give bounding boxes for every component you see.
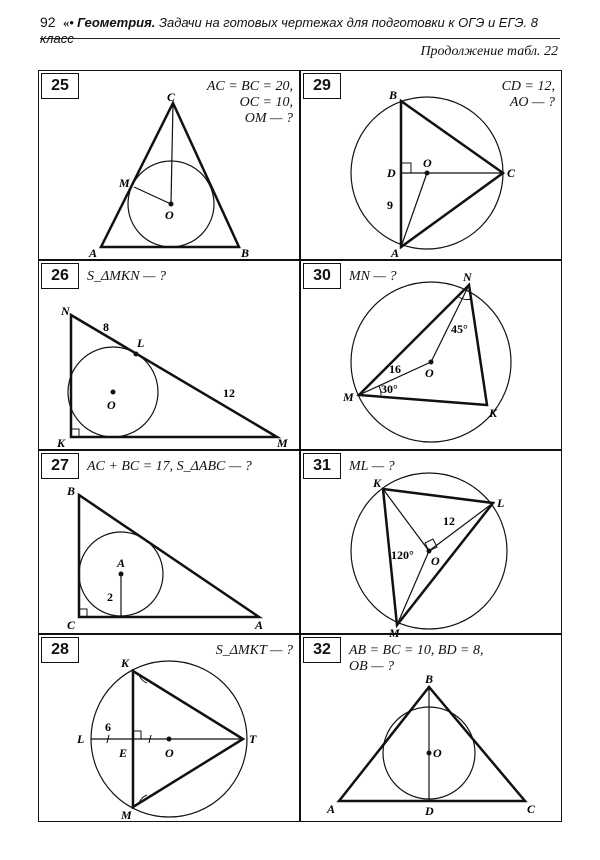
svg-text:A: A bbox=[117, 556, 126, 570]
problem-given: S_ΔMKT — ? bbox=[215, 643, 293, 658]
svg-text:M: M bbox=[119, 176, 130, 190]
svg-text:D: D bbox=[387, 166, 396, 180]
svg-text:6: 6 bbox=[105, 720, 111, 734]
svg-text:O: O bbox=[423, 156, 432, 170]
figure-27 bbox=[39, 451, 301, 635]
problem-number: 29 bbox=[303, 73, 341, 99]
svg-text:30°: 30° bbox=[381, 382, 398, 396]
figure-26 bbox=[39, 261, 301, 451]
problem-number: 28 bbox=[41, 637, 79, 663]
figure-25 bbox=[39, 71, 301, 261]
svg-text:A: A bbox=[327, 802, 336, 816]
svg-text:B: B bbox=[67, 484, 76, 498]
table-continuation: Продолжение табл. 22 bbox=[420, 44, 558, 59]
problem-given: ML — ? bbox=[349, 459, 395, 474]
problem-number: 31 bbox=[303, 453, 341, 479]
problem-given: S_ΔMKN — ? bbox=[87, 269, 167, 284]
problem-25 bbox=[38, 70, 300, 260]
problem-number: 25 bbox=[41, 73, 79, 99]
figure-28 bbox=[39, 635, 301, 823]
svg-text:A: A bbox=[89, 246, 98, 260]
svg-text:O: O bbox=[107, 398, 116, 412]
svg-text:D: D bbox=[425, 804, 434, 818]
svg-text:M: M bbox=[121, 808, 132, 822]
problem-given: AC = BC = 20, OC = 10, OM — ? bbox=[206, 79, 293, 126]
svg-text:O: O bbox=[165, 208, 174, 222]
problem-given: AC + BC = 17, S_ΔABC — ? bbox=[87, 459, 252, 474]
svg-text:O: O bbox=[433, 746, 442, 760]
svg-text:K: K bbox=[373, 476, 382, 490]
svg-text:C: C bbox=[167, 90, 176, 104]
problem-number: 27 bbox=[41, 453, 79, 479]
svg-text:B: B bbox=[241, 246, 250, 260]
svg-text:45°: 45° bbox=[451, 322, 468, 336]
page-header bbox=[40, 14, 560, 46]
problem-grid bbox=[38, 70, 562, 822]
svg-text:2: 2 bbox=[107, 590, 113, 604]
problem-number: 26 bbox=[41, 263, 79, 289]
svg-text:M: M bbox=[277, 436, 288, 450]
svg-text:K: K bbox=[489, 406, 498, 420]
problem-given: CD = 12, AO — ? bbox=[501, 79, 555, 110]
problem-given: AB = BC = 10, BD = 8, OB — ? bbox=[349, 643, 484, 674]
svg-text:L: L bbox=[77, 732, 85, 746]
problem-number: 30 bbox=[303, 263, 341, 289]
problem-31 bbox=[300, 450, 562, 640]
svg-text:O: O bbox=[431, 554, 440, 568]
svg-text:A: A bbox=[255, 618, 264, 632]
svg-text:B: B bbox=[425, 672, 434, 686]
svg-text:C: C bbox=[507, 166, 516, 180]
figure-31 bbox=[301, 451, 563, 640]
problem-28 bbox=[38, 634, 300, 822]
problem-26 bbox=[38, 260, 300, 450]
figure-30 bbox=[301, 261, 563, 451]
svg-text:M: M bbox=[389, 626, 400, 640]
problem-30 bbox=[300, 260, 562, 450]
svg-text:120°: 120° bbox=[391, 548, 414, 562]
figure-29 bbox=[301, 71, 563, 261]
svg-text:C: C bbox=[67, 618, 76, 632]
page-number: 92 bbox=[40, 14, 56, 30]
svg-text:9: 9 bbox=[387, 198, 393, 212]
header-marker: «• bbox=[62, 15, 74, 30]
problem-32 bbox=[300, 634, 562, 822]
svg-text:E: E bbox=[119, 746, 128, 760]
svg-text:K: K bbox=[57, 436, 66, 450]
book-title: Геометрия. Задачи на готовых чертежах для подготовки к ОГЭ и ЕГЭ. 8 класс bbox=[40, 15, 539, 46]
problem-given: MN — ? bbox=[349, 269, 397, 284]
svg-text:16: 16 bbox=[389, 362, 401, 376]
svg-text:L: L bbox=[497, 496, 505, 510]
svg-text:12: 12 bbox=[223, 386, 235, 400]
svg-text:K: K bbox=[121, 656, 130, 670]
problem-29 bbox=[300, 70, 562, 260]
svg-text:C: C bbox=[527, 802, 536, 816]
svg-text:L: L bbox=[137, 336, 145, 350]
svg-text:T: T bbox=[249, 732, 257, 746]
svg-text:O: O bbox=[425, 366, 434, 380]
svg-text:O: O bbox=[165, 746, 174, 760]
svg-text:B: B bbox=[389, 88, 398, 102]
svg-text:12: 12 bbox=[443, 514, 455, 528]
figure-32 bbox=[301, 635, 563, 823]
svg-text:A: A bbox=[391, 246, 400, 260]
problem-number: 32 bbox=[303, 637, 341, 663]
svg-text:M: M bbox=[343, 390, 354, 404]
problem-27 bbox=[38, 450, 300, 634]
svg-text:N: N bbox=[463, 270, 472, 284]
svg-text:N: N bbox=[61, 304, 70, 318]
svg-text:8: 8 bbox=[103, 320, 109, 334]
